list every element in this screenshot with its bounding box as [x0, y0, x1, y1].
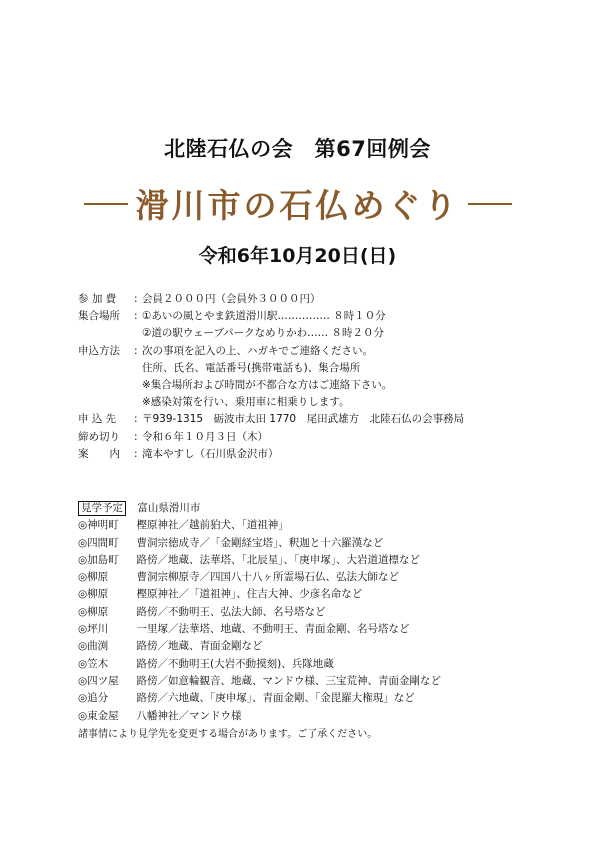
meeting-row: 集合場所 : ①あいの風とやま鉄道滑川駅…………… ８時１０分: [78, 308, 464, 325]
event-title: 滑川市の石仏めぐり: [135, 186, 460, 225]
visit-description: 路傍／六地蔵、「庚申塚」、青面金剛、「金毘羅大権現」など: [136, 692, 415, 705]
deadline-label: 締め切り: [78, 430, 120, 443]
title-dash-left: [84, 203, 128, 205]
visit-item: [78, 517, 441, 534]
visit-place: ◎坪川: [78, 623, 109, 636]
visit-heading: 見学予定: [78, 501, 126, 516]
visit-list: [78, 517, 441, 725]
visit-place: ◎追分: [78, 692, 109, 705]
visit-item: [78, 604, 441, 621]
visit-place: ◎柳原: [78, 605, 109, 618]
visit-place: ◎曲渕: [78, 640, 109, 653]
visit-description: 路傍／地蔵、法華塔、「北辰星」、「庚申塚」、大岩道道標など: [136, 553, 420, 566]
visit-description: 路傍／如意輪観音、地蔵、マンドウ様、三宝荒神、青面金剛など: [136, 674, 441, 687]
guide-label: 案 内: [78, 447, 120, 460]
guide-value: 滝本やすし（石川県金沢市）: [142, 447, 279, 460]
visit-note: 諸事情により見学先を変更する場合があります。ご了承ください。: [78, 728, 378, 740]
visit-place: ◎加島町: [78, 553, 119, 566]
fee-row: 参 加 費 : 会員２０００円（会員外３０００円）: [78, 291, 464, 308]
visit-item: [78, 552, 441, 569]
visit-item: [78, 621, 441, 638]
visit-item: [78, 638, 441, 655]
fee-value: 会員２０００円（会員外３０００円）: [142, 293, 321, 305]
event-title-block: [0, 180, 595, 227]
event-subtitle: 北陸石仏の会 第67回例会: [164, 137, 431, 161]
deadline-row: 締め切り : 令和６年１０月３日（木）: [78, 429, 464, 446]
visit-city: 富山県滑川市: [137, 502, 201, 514]
meeting-label: 集合場所: [78, 310, 120, 323]
visit-description: 樫原神社／越前狛犬、「道祖神」: [136, 519, 289, 532]
visit-item: [78, 690, 441, 707]
fee-label: 参 加 費: [78, 293, 117, 305]
visit-place: ◎柳原: [78, 571, 109, 584]
meeting-line-1: ①あいの風とやま鉄道滑川駅…………… ８時１０分: [142, 310, 386, 323]
deadline-value: 令和６年１０月３日（木）: [142, 430, 268, 443]
title-dash-right: [468, 203, 512, 205]
method-label: 申込方法: [78, 344, 120, 357]
visit-description: 路傍／不動明王、弘法大師、名号塔など: [136, 605, 326, 618]
visit-item: [78, 673, 441, 690]
visit-schedule: [78, 500, 441, 743]
event-info: [78, 291, 464, 463]
visit-place: ◎東金屋: [78, 709, 119, 722]
visit-description: 八幡神社／マンドウ様: [136, 709, 242, 722]
visit-description: 曹洞宗柳原寺／四国八十八ヶ所霊場石仏、弘法大師など: [136, 571, 399, 584]
meeting-line-2: ②道の駅ウェーブパークなめりかわ…… ８時２０分: [142, 327, 384, 340]
visit-description: 路傍／地蔵、青面金剛など: [136, 640, 263, 653]
method-line-4: ※感染対策を行い、乗用車に相乗りします。: [142, 396, 350, 409]
visit-heading-row: [78, 500, 441, 517]
event-date: 令和6年10月20日(日): [198, 245, 397, 267]
method-line-3: ※集合場所および時間が不都合な方はご連絡下さい。: [142, 379, 393, 392]
to-row: 申 込 先 : 〒939-1315 砺波市太田 1770 尾田武雄方 北陸石仏の会事務局: [78, 411, 464, 428]
visit-place: ◎笠木: [78, 657, 109, 670]
visit-description: 路傍／不動明王(大岩不動摸刻)、兵隊地蔵: [136, 657, 334, 670]
visit-description: 一里塚／法華塔、地蔵、不動明王、青面金剛、名号塔など: [136, 623, 410, 636]
visit-place: ◎四ツ屋: [78, 674, 119, 687]
visit-item: [78, 708, 441, 725]
guide-row: 案 内 : 滝本やすし（石川県金沢市）: [78, 446, 464, 463]
visit-item: [78, 535, 441, 552]
visit-place: ◎四間町: [78, 536, 119, 549]
visit-item: [78, 656, 441, 673]
visit-place: ◎神明町: [78, 519, 119, 532]
visit-item: [78, 586, 441, 603]
to-value: 〒939-1315 砺波市太田 1770 尾田武雄方 北陸石仏の会事務局: [142, 413, 465, 426]
to-label: 申 込 先: [78, 413, 117, 426]
visit-place: ◎柳原: [78, 588, 109, 601]
visit-item: [78, 569, 441, 586]
visit-description: 曹洞宗徳成寺／「金剛経宝塔」、釈迦と十六羅漢など: [136, 536, 384, 549]
visit-description: 樫原神社／「道祖神」、住吉大神、少彦名命など: [136, 588, 363, 601]
method-line-2: 住所、氏名、電話番号(携帯電話も)、集合場所: [142, 361, 361, 374]
method-row: 申込方法 : 次の事項を記入の上、ハガキでご連絡ください。: [78, 343, 464, 360]
method-line-1: 次の事項を記入の上、ハガキでご連絡ください。: [142, 344, 373, 357]
